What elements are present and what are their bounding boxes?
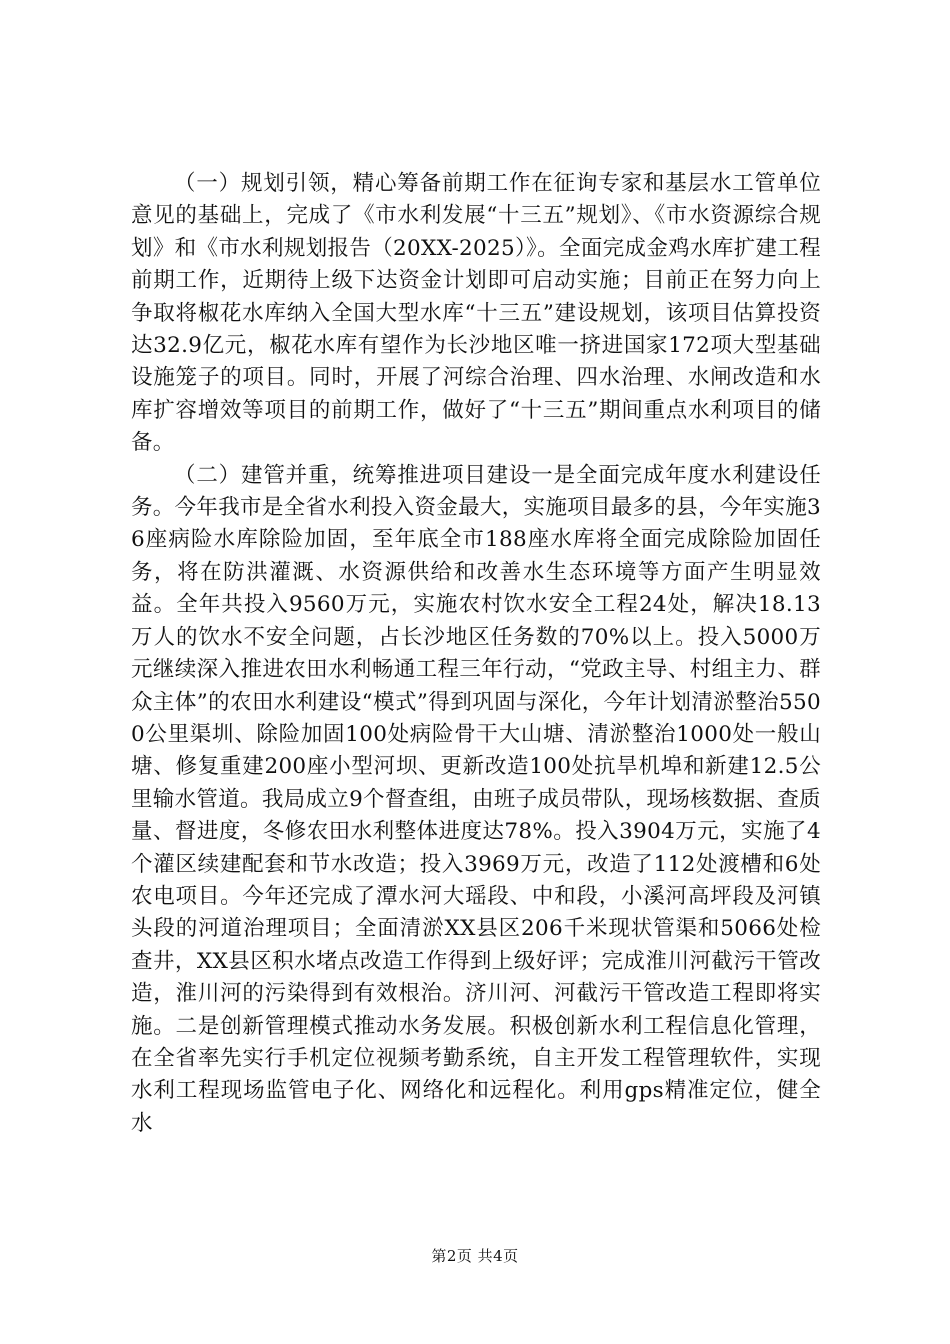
paragraph-planning: （一）规划引领，精心筹备前期工作在征询专家和基层水工管单位意见的基础上，完成了《市水利发展“十三五”规划》、《市水资源综合规划》和《市水利规划报告（20XX-2025）》。全面完成金鸡水库扩建工程前期工作，近期待上级下达资金计划即可启动实施；目前正在努力向上争取将椒花水库纳入全国大型水库“十三五”建设规划，该项目估算投资达32.9亿元，椒花水库有望作为长沙地区唯一挤进国家172项大型基础设施笼子的项目。同时，开展了河综合治理、四水治理、水闸改造和水库扩容增效等项目的前期工作，做好了“十三五”期间重点水利项目的储备。 [131,171,821,456]
paragraph-construction: （二）建管并重，统筹推进项目建设一是全面完成年度水利建设任务。今年我市是全省水利投入资金最大，实施项目最多的县，今年实施36座病险水库除险加固，至年底全市188座水库将全面完成除险加固任务，将在防洪灌溉、水资源供给和改善水生态环境等方面产生明显效益。全年共投入9560万元，实施农村饮水安全工程24处，解决18.13万人的饮水不安全问题，占长沙地区任务数的70%以上。投入5000万元继续深入推进农田水利畅通工程三年行动，“党政主导、村组主力、群众主体”的农田水利建设“模式”得到巩固与深化，今年计划清淤整治5500公里渠圳、除险加固100处病险骨干大山塘、清淤整治1000处一般山塘、修复重建200座小型河坝、更新改造100处抗旱机埠和新建12.5公里输水管道。我局成立9个督查组，由班子成员带队，现场核数据、查质量、督进度，冬修农田水利整体进度达78%。投入3904万元，实施了4个灌区续建配套和节水改造；投入3969万元，改造了112处渡槽和6处农电项目。今年还完成了潭水河大瑶段、中和段，小溪河高坪段及河镇头段的河道治理项目；全面清淤XX县区206千米现状管渠和5066处检查井，XX县区积水堵点改造工作得到上级好评；完成淮川河截污干管改造，淮川河的污染得到有效根治。济川河、河截污干管改造工程即将实施。二是创新管理模式推动水务发展。积极创新水利工程信息化管理，在全省率先实行手机定位视频考勤系统，自主开发工程管理软件，实现水利工程现场监管电子化、网络化和远程化。利用gps精准定位，健全水 [131,462,821,1136]
page-number-label: 第2页 共4页 [431,1247,519,1265]
body-text [131,168,821,1140]
page-footer [0,1245,950,1266]
